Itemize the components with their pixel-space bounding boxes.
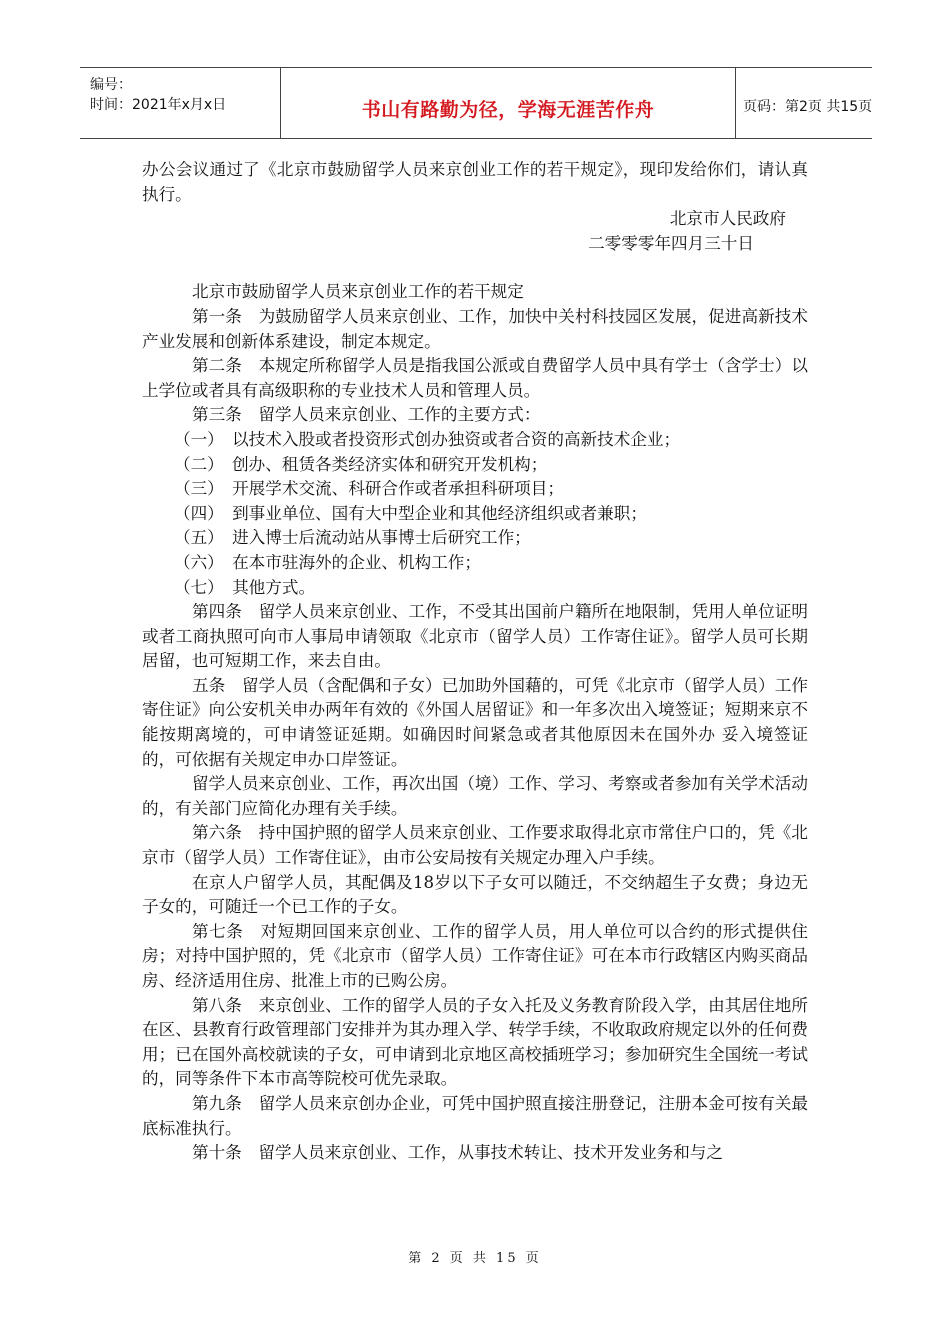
header-page-cell [735,68,872,138]
article-3-item: （四） 到事业单位、国有大中型企业和其他经济组织或者兼职； [174,503,647,523]
article-3-item: （一） 以技术入股或者投资形式创办独资或者合资的高新技术企业； [174,429,681,449]
article-3-item: （二） 创办、租赁各类经济实体和研究开发机构； [174,454,548,474]
article-9: 第九条 留学人员来京创办企业，可凭中国护照直接注册登记，注册本金可按有关最底标准执行。 [142,1093,808,1138]
signature-organization: 北京市人民政府 [669,209,786,229]
article-3-item: （三） 开展学术交流、科研合作或者承担科研项目； [174,479,564,499]
article-1: 第一条 为鼓励留学人员来京创业、工作，加快中关村科技园区发展，促进高新技术产业发展和创新体系建设，制定本规定。 [142,306,808,351]
article-10: 第十条 留学人员来京创业、工作，从事技术转让、技术开发业务和与之 [192,1143,723,1163]
regulation-title: 北京市鼓励留学人员来京创业工作的若干规定 [192,282,524,302]
intro-paragraph: 办公会议通过了《北京市鼓励留学人员来京创业工作的若干规定》，现印发给你们，请认真执行。 [142,160,808,204]
document-body [142,158,808,1166]
header-meta [80,68,280,138]
article-8: 第八条 来京创业、工作的留学人员的子女入托及义务教育阶段入学，由其居住地所在区、县教育行政管理部门安排并为其办理入学、转学手续，不收取政府规定以外的任何费用；已在国外高校就读的子女，可申请到北京地区高校插班学习；参加研究生全国统一考试的，同等条件下本市高等院校可优先录取。 [142,995,808,1089]
spacer [142,256,808,280]
document-time: 时间：2021年x月x日 [90,97,227,113]
article-3-item: （五） 进入博士后流动站从事博士后研究工作； [174,528,531,548]
article-3-item: （六） 在本市驻海外的企业、机构工作； [174,552,481,572]
article-5: 五条 留学人员（含配偶和子女）已加助外国藉的，可凭《北京市（留学人员）工作寄住证》向公安机关申办两年有效的《外国人居留证》和一年多次出入境签证；短期来京不能按期离境的，可申请签证延期。如确因时间紧急或者其他原因未在国外办 妥入境签证的，可依据有关规定申办口岸签证。 [142,675,808,769]
header-page-number: 页码：第2页 共15页 [743,99,873,115]
article-4: 第四条 留学人员来京创业、工作，不受其出国前户籍所在地限制，凭用人单位证明或者工商执照可向市人事局申请领取《北京市（留学人员）工作寄住证》。留学人员可长期居留，也可短期工作，来去自由。 [142,602,808,671]
article-3-item: （七） 其他方式。 [174,577,316,597]
header-motto: 书山有路勤为径，学海无涯苦作舟 [361,99,655,121]
page-footer: 第 2 页 共 15 页 [408,1251,542,1266]
header-motto-cell [280,68,736,138]
article-3: 第三条 留学人员来京创业、工作的主要方式： [192,405,541,425]
document-number-label: 编号： [90,77,132,93]
article-7: 第七条 对短期回国来京创业、工作的留学人员，用人单位可以合约的形式提供住房；对持中国护照的，凭《北京市（留学人员）工作寄住证》可在本市行政辖区内购买商品房、经济适用住房、批准上市的已购公房。 [142,921,808,990]
page-header [80,67,872,139]
signature-date: 二零零零年四月三十日 [588,233,754,253]
article-2: 第二条 本规定所称留学人员是指我国公派或自费留学人员中具有学士（含学士）以上学位或者具有高级职称的专业技术人员和管理人员。 [142,356,808,400]
article-6: 第六条 持中国护照的留学人员来京创业、工作要求取得北京市常住户口的，凭《北京市（留学人员）工作寄住证》，由市公安局按有关规定办理入户手续。 [142,823,808,868]
article-5-paragraph-2: 留学人员来京创业、工作，再次出国（境）工作、学习、考察或者参加有关学术活动的，有关部门应简化办理有关手续。 [142,774,808,818]
article-6-paragraph-2: 在京人户留学人员，其配偶及18岁以下子女可以随迁，不交纳超生子女费；身边无子女的，可随迁一个已工作的子女。 [142,872,808,917]
